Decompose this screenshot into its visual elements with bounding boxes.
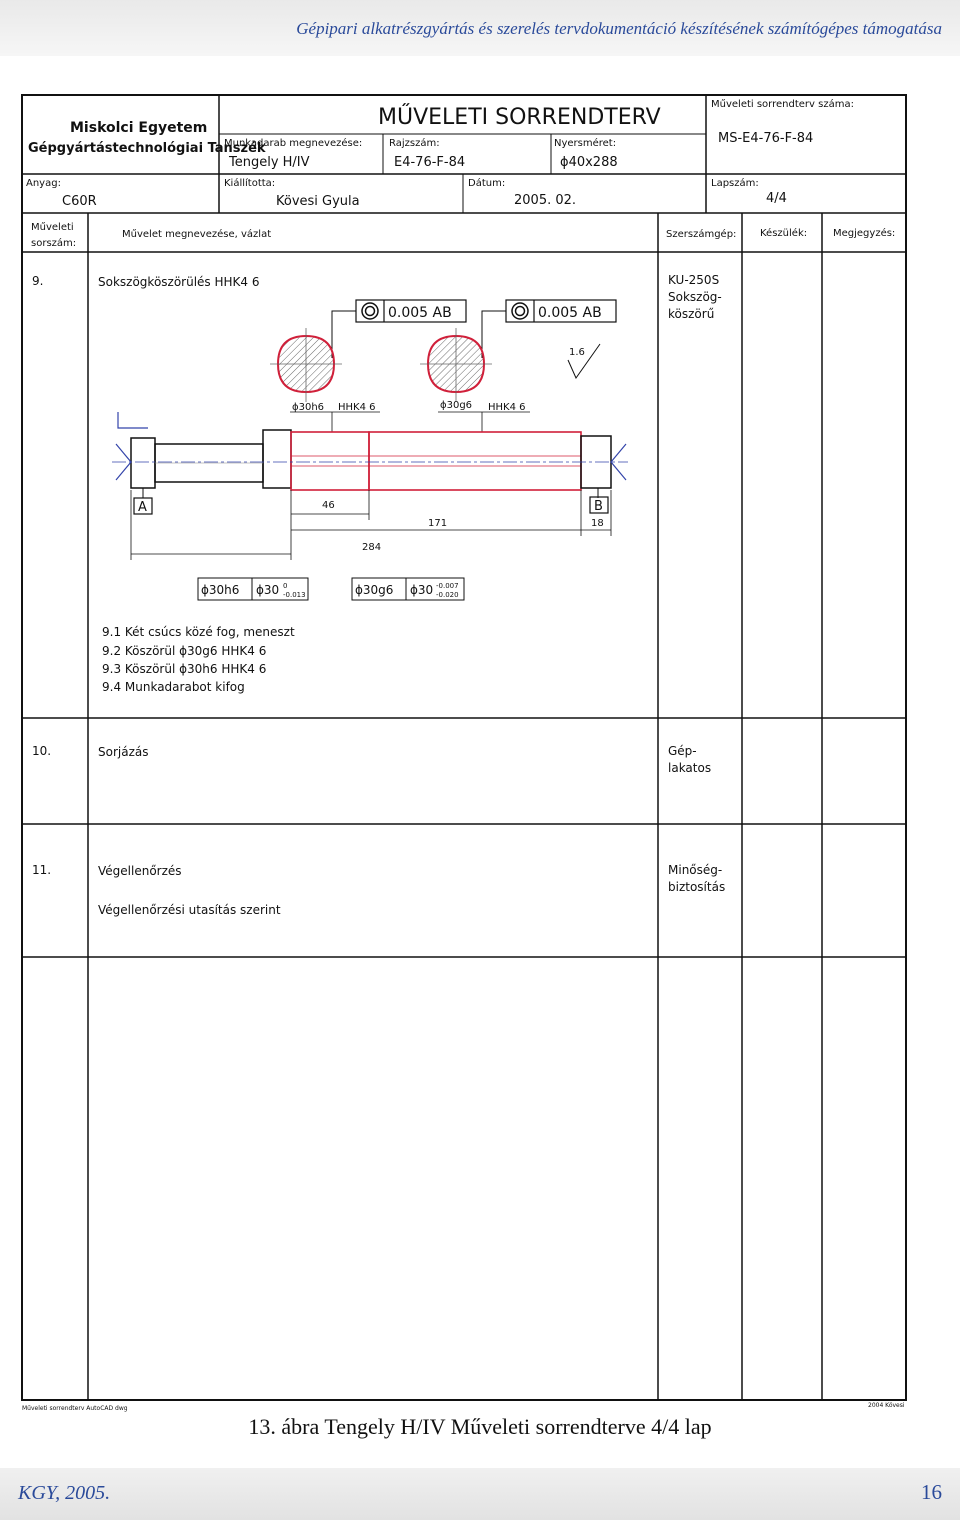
sheet-foot-right: 2004 Kövesi [868, 1402, 905, 1409]
tolerance-right-value: 0.005 AB [538, 305, 602, 321]
op9-step-4: 9.4 Munkadarabot kifog [102, 680, 245, 694]
dim-18: 18 [591, 518, 604, 529]
col-note: Megjegyzés: [833, 228, 896, 239]
datum-b [590, 488, 608, 514]
stock-size: ϕ40x288 [560, 155, 618, 170]
tolerance-frame-right [506, 300, 616, 322]
label-h6: ϕ30h6 [292, 402, 325, 413]
tolerance-table-g6 [352, 578, 464, 600]
tol-g6-base: ϕ30 [410, 583, 434, 597]
datum-b-letter: B [594, 499, 603, 514]
op11-machine-1: Minőség- [668, 863, 723, 877]
figure-caption: 13. ábra Tengely H/IV Műveleti sorrendterve 4/4 lap [248, 1414, 712, 1439]
dim-284: 284 [362, 542, 382, 553]
datum-a-letter: A [138, 500, 147, 515]
label-hhk-1: HHK4 6 [338, 402, 376, 413]
op11-number: 11. [32, 863, 52, 877]
op10-name: Sorjázás [98, 745, 149, 759]
roughness-value: 1.6 [569, 347, 585, 358]
sheet-no-label: Lapszám: [711, 178, 759, 189]
page-footer-band [0, 1468, 960, 1520]
col-machine: Szerszámgép: [666, 229, 737, 240]
op10-machine-1: Gép- [668, 744, 697, 758]
section-view-left [270, 328, 342, 402]
tolerance-frame-left [356, 300, 466, 322]
drawing-no: E4-76-F-84 [394, 155, 466, 170]
shaft-drawing [112, 412, 628, 490]
dim-46: 46 [322, 500, 335, 511]
date: 2005. 02. [514, 193, 577, 208]
tol-h6-base: ϕ30 [256, 583, 280, 597]
issued-by: Kövesi Gyula [276, 194, 360, 209]
op9-number: 9. [32, 274, 44, 288]
op10-number: 10. [32, 744, 52, 758]
tolerance-table-h6 [198, 578, 308, 600]
op9-step-3: 9.3 Köszörül ϕ30h6 HHK4 6 [102, 662, 267, 676]
op9-machine-3: köszörű [668, 307, 715, 321]
label-g6: ϕ30g6 [440, 400, 473, 411]
op11-instruction: Végellenőrzési utasítás szerint [98, 903, 281, 917]
col-op-no-line1: Műveleti [31, 222, 74, 233]
drawing-no-label: Rajzszám: [389, 138, 440, 149]
tol-h6-upper: 0 [283, 582, 288, 590]
col-fixture: Készülék: [760, 228, 808, 239]
op9-machine-2: Sokszög- [668, 290, 722, 304]
part-name: Tengely H/IV [229, 155, 310, 170]
material-label: Anyag: [26, 178, 61, 189]
tolerance-left-value: 0.005 AB [388, 305, 452, 321]
issued-by-label: Kiállította: [224, 178, 276, 189]
tol-h6-lower: -0.013 [283, 591, 306, 599]
datum-a [134, 488, 152, 515]
sheet-title: MŰVELETI SORRENDTERV [378, 105, 661, 130]
op10-machine-2: lakatos [668, 761, 712, 775]
plan-number-label: Műveleti sorrendterv száma: [711, 99, 854, 110]
stock-size-label: Nyersméret: [554, 138, 617, 149]
sheet-foot-left: Műveleti sorrendterv AutoCAD dwg [22, 1405, 128, 1412]
op9-name: Sokszögköszörülés HHK4 6 [98, 275, 260, 289]
sheet-border [22, 95, 906, 1400]
col-op-no-line2: sorszám: [31, 238, 77, 249]
date-label: Dátum: [468, 178, 506, 189]
footer-left: KGY, 2005. [18, 1482, 111, 1504]
plan-number: MS-E4-76-F-84 [718, 131, 814, 146]
label-hhk-2: HHK4 6 [488, 402, 526, 413]
op11-machine-2: biztosítás [668, 880, 726, 894]
page-number: 16 [921, 1480, 942, 1504]
page-header-title: Gépipari alkatrészgyártás és szerelés tervdokumentáció készítésének számítógépes támogatása [296, 19, 942, 38]
op11-name: Végellenőrzés [98, 864, 182, 878]
surface-roughness-symbol [568, 344, 600, 378]
section-view-right [420, 328, 492, 402]
tol-g6-name: ϕ30g6 [355, 583, 394, 597]
op9-step-1: 9.1 Két csúcs közé fog, meneszt [102, 625, 295, 639]
col-op-name: Művelet megnevezése, vázlat [122, 229, 272, 240]
tol-g6-lower: -0.020 [436, 591, 459, 599]
op9-machine-1: KU-250S [668, 273, 720, 287]
material: C60R [62, 194, 97, 209]
tol-h6-name: ϕ30h6 [201, 583, 240, 597]
part-name-label: Munkadarab megnevezése: [224, 138, 363, 149]
sheet-no: 4/4 [766, 191, 787, 206]
tol-g6-upper: -0.007 [436, 582, 459, 590]
department: Gépgyártástechnológiai Tanszék [28, 141, 266, 156]
dim-171: 171 [428, 518, 448, 529]
op9-step-2: 9.2 Köszörül ϕ30g6 HHK4 6 [102, 644, 267, 658]
institution: Miskolci Egyetem [70, 120, 208, 136]
